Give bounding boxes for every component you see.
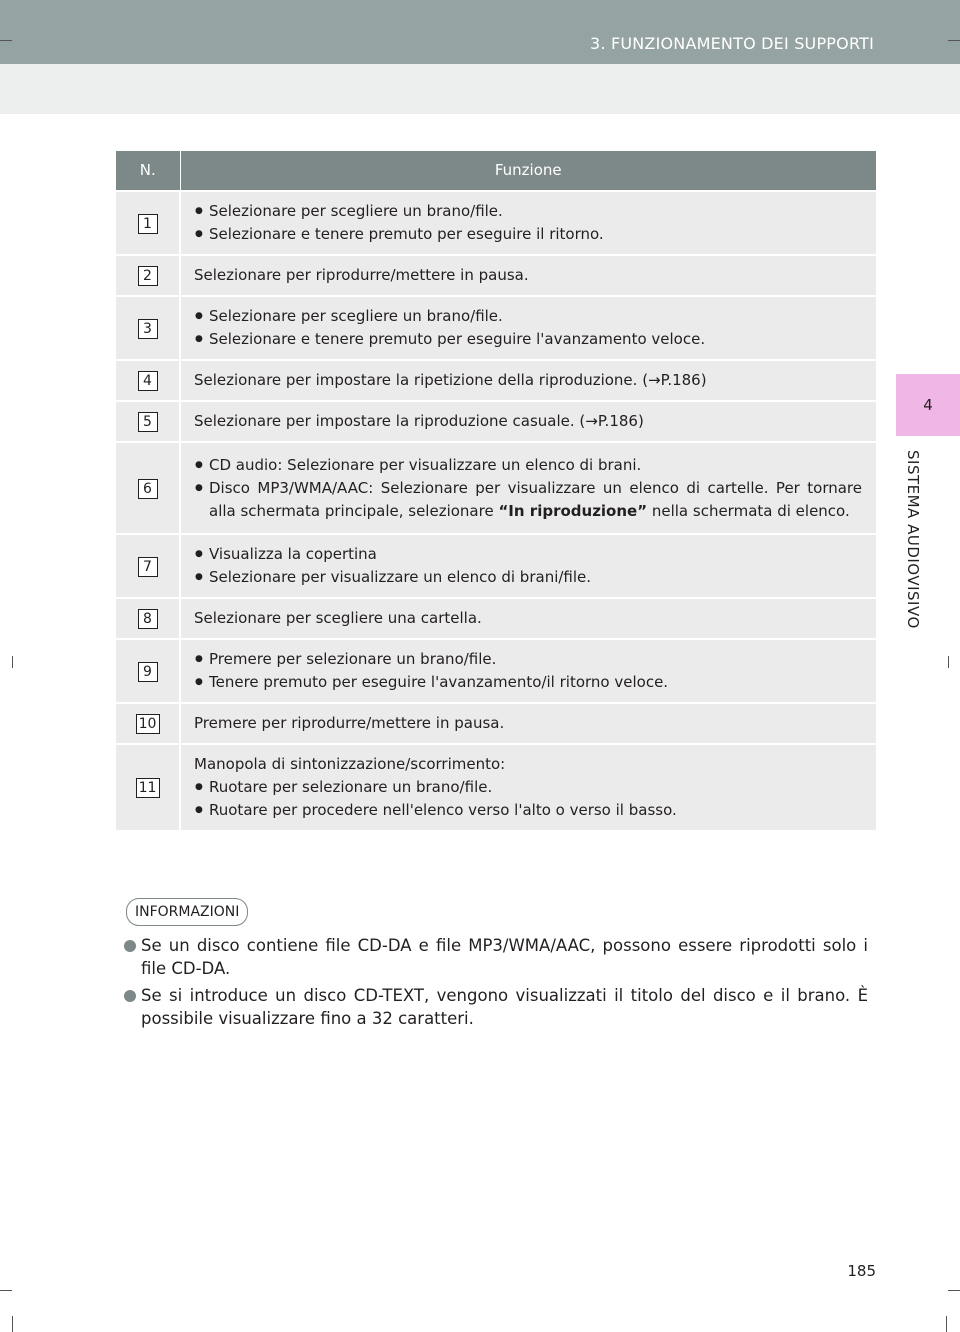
- chapter-number: 4: [923, 396, 933, 414]
- list-item: ● CD audio: Selezionare per visualizzare un elenco di brani.: [194, 454, 862, 477]
- list-item: ● Ruotare per selezionare un brano/file.: [194, 776, 862, 799]
- list-item: ● Selezionare per scegliere un brano/file.: [194, 200, 862, 223]
- table-row: [116, 534, 876, 598]
- table-row: [116, 442, 876, 534]
- row-text: Manopola di sintonizzazione/scorrimento:: [194, 755, 506, 773]
- list-item: ● Premere per selezionare un brano/file.: [194, 648, 862, 671]
- header-subband: [0, 64, 960, 114]
- row-text: Selezionare per impostare la riproduzione casuale. (→P.186): [180, 401, 876, 442]
- table-row: [116, 360, 876, 401]
- row-number: 7: [138, 557, 158, 577]
- info-item-text: Se un disco contiene file CD-DA e file MP3/WMA/AAC, possono essere riprodotti solo i file CD-DA.: [141, 936, 868, 978]
- list-item: ● Tenere premuto per eseguire l'avanzamento/il ritorno veloce.: [194, 671, 862, 694]
- table-row: [116, 191, 876, 255]
- row-number: 6: [138, 479, 158, 499]
- chapter-tab: [896, 374, 960, 436]
- info-list: [124, 934, 868, 1034]
- table-row: [116, 639, 876, 703]
- info-item: [124, 984, 868, 1030]
- page-number: 185: [847, 1262, 876, 1280]
- row-text: Premere per riprodurre/mettere in pausa.: [180, 703, 876, 744]
- row-number: 9: [138, 662, 158, 682]
- crop-mark: [0, 1290, 12, 1291]
- chapter-label: SISTEMA AUDIOVISIVO: [904, 450, 922, 629]
- row-text: Selezionare per riprodurre/mettere in pausa.: [180, 255, 876, 296]
- table-row: [116, 744, 876, 830]
- table-row: [116, 296, 876, 360]
- list-item-text: Disco MP3/WMA/AAC: Selezionare per visualizzare un elenco di cartelle. Per tornare alla schermata principale, selezionare: [209, 478, 862, 520]
- list-item: ● Ruotare per procedere nell'elenco verso l'alto o verso il basso.: [194, 799, 862, 822]
- crop-mark: [946, 1316, 947, 1332]
- row-text: Selezionare per scegliere una cartella.: [180, 598, 876, 639]
- list-item: ● Visualizza la copertina: [194, 543, 862, 566]
- list-item: ● Selezionare e tenere premuto per eseguire l'avanzamento veloce.: [194, 328, 862, 351]
- crop-mark: [12, 1316, 13, 1332]
- table-row: [116, 598, 876, 639]
- column-header-n: N.: [116, 151, 180, 191]
- info-item-text: Se si introduce un disco CD-TEXT, vengono visualizzati il titolo del disco e il brano. È possibile visualizzare fino a 32 caratteri.: [141, 986, 868, 1028]
- row-number: 3: [138, 319, 158, 339]
- function-table: [116, 151, 876, 830]
- list-item: ● Selezionare e tenere premuto per eseguire il ritorno.: [194, 223, 862, 246]
- list-item-text: nella schermata di elenco.: [647, 501, 850, 520]
- crop-mark: [0, 40, 12, 41]
- row-number: 5: [138, 412, 158, 432]
- bullet-dot-icon: [124, 990, 136, 1002]
- crop-mark: [12, 656, 13, 668]
- crop-mark: [948, 1290, 960, 1291]
- table-header-row: [116, 151, 876, 191]
- table-row: [116, 255, 876, 296]
- section-title: 3. FUNZIONAMENTO DEI SUPPORTI: [590, 34, 874, 53]
- row-number: 1: [138, 214, 158, 234]
- list-item: ● Selezionare per scegliere un brano/file.: [194, 305, 862, 328]
- crop-mark: [948, 656, 949, 668]
- table-row: [116, 703, 876, 744]
- row-number: 4: [138, 371, 158, 391]
- info-item: [124, 934, 868, 980]
- table-row: [116, 401, 876, 442]
- row-number: 2: [138, 266, 158, 286]
- row-number: 10: [136, 714, 160, 734]
- list-item: [194, 477, 862, 523]
- header-band: [0, 0, 960, 64]
- row-text: Selezionare per impostare la ripetizione della riproduzione. (→P.186): [180, 360, 876, 401]
- column-header-funzione: Funzione: [180, 151, 876, 191]
- list-item: ● Selezionare per visualizzare un elenco di brani/file.: [194, 566, 862, 589]
- row-number: 11: [136, 778, 160, 798]
- row-number: 8: [138, 609, 158, 629]
- bullet-dot-icon: [124, 940, 136, 952]
- crop-mark: [948, 40, 960, 41]
- in-riproduzione-label: “In riproduzione”: [498, 501, 648, 520]
- info-label: INFORMAZIONI: [126, 898, 248, 926]
